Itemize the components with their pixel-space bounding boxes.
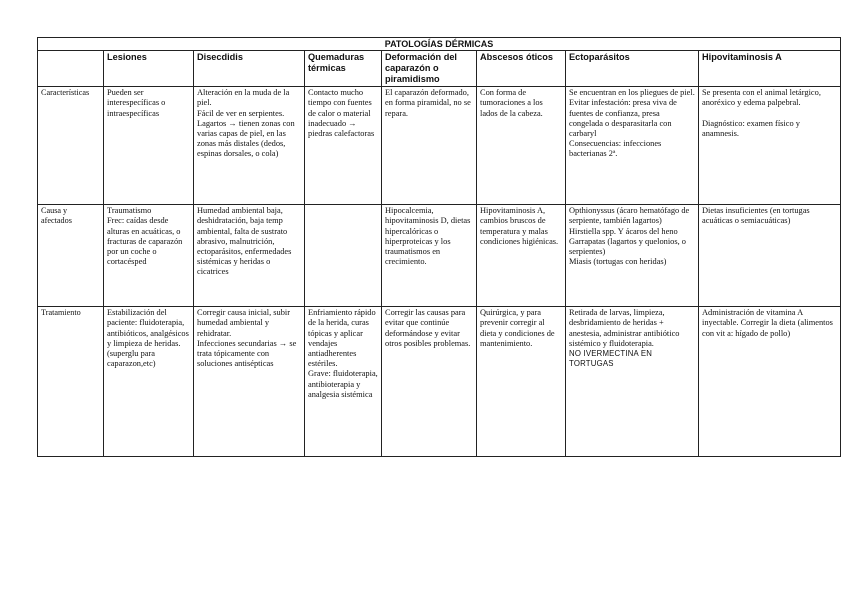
table-row-caracteristicas xyxy=(38,87,841,205)
table-cell xyxy=(194,205,305,307)
column-header: Disecdidis xyxy=(194,51,305,87)
table-cell xyxy=(477,87,566,205)
table-cell xyxy=(566,307,699,457)
table-cell xyxy=(477,205,566,307)
cell-text: Pueden ser interespecíficas o intraespecíficas xyxy=(107,88,166,118)
cell-text: Grave: fluidoterapia, antibioterapia y analgesia sistémica xyxy=(308,369,378,399)
cell-text xyxy=(308,206,378,216)
cell-text: Opthionyssus (ácaro hematófago de serpiente, también lagartos) xyxy=(569,206,690,226)
row-label: Tratamiento xyxy=(38,307,104,457)
cell-text: Hipovitaminosis A, cambios bruscos de temperatura y malas condiciones higiénicas. xyxy=(480,206,559,246)
cell-text: Corregir las causas para evitar que continúe deformándose y evitar otros posibles problemas. xyxy=(385,308,471,348)
cell-text: Hipocalcemia, hipovitaminosis D, dietas hipercalóricas o hiperproteicas y los traumatismos en crecimiento. xyxy=(385,206,471,267)
cell-text: Frec: caídas desde alturas en acuáticas, o fracturas de caparazón por un coche o cortacésped xyxy=(107,216,183,267)
column-header: Quemaduras térmicas xyxy=(305,51,382,87)
table-cell xyxy=(566,205,699,307)
cell-text: Enfriamiento rápido de la herida, curas tópicas y aplicar vendajes antiadherentes estériles. xyxy=(308,308,376,369)
table-cell xyxy=(566,87,699,205)
cell-text: Alteración en la muda de la piel. xyxy=(197,88,290,108)
table-cell xyxy=(305,205,382,307)
table-cell xyxy=(104,205,194,307)
table-cell xyxy=(104,307,194,457)
table-cell xyxy=(104,87,194,205)
table-row-tratamiento xyxy=(38,307,841,457)
table-title: PATOLOGÍAS DÉRMICAS xyxy=(38,38,841,51)
column-header: Deformación del caparazón o piramidismo xyxy=(382,51,477,87)
cell-text: Fácil de ver en serpientes. xyxy=(197,108,285,118)
cell-text: Dietas insuficientes (en tortugas acuáticas o semiacuáticas) xyxy=(702,206,810,226)
cell-text xyxy=(702,109,837,119)
table-cell xyxy=(382,307,477,457)
cell-text: Estabilización del paciente: fluidoterapia, antibióticos, analgésicos y limpieza de heridas. (superglu para caparazon,etc) xyxy=(107,308,189,369)
cell-text: Diagnóstico: examen físico y anamnesis. xyxy=(702,118,800,139)
cell-text: Humedad ambiental baja, deshidratación, baja temp ambiental, falta de sustrato abrasivo, malnutrición, ectoparásitos, enfermedades sistémicas y heridas o cicatrices xyxy=(197,206,292,277)
cell-text: Garrapatas (lagartos y quelonios, o serpientes) xyxy=(569,236,686,257)
cell-text: Traumatismo xyxy=(107,206,152,216)
cell-text: Infecciones secundarias → se trata tópicamente con soluciones antisépticas xyxy=(197,338,297,369)
column-header: Lesiones xyxy=(104,51,194,87)
table-cell xyxy=(382,205,477,307)
cell-text: El caparazón deformado, en forma piramidal, no se repara. xyxy=(385,88,471,118)
table-cell xyxy=(305,87,382,205)
table-cell xyxy=(194,87,305,205)
dermal-pathologies-table xyxy=(37,37,841,457)
column-header: Abscesos óticos xyxy=(477,51,566,87)
cell-text: Evitar infestación: presa viva de fuentes de confianza, presa congelada o desparasitarla con carbaryl xyxy=(569,98,677,139)
table-cell xyxy=(382,87,477,205)
title-row xyxy=(38,38,841,51)
table-cell xyxy=(477,307,566,457)
column-header: Hipovitaminosis A xyxy=(699,51,841,87)
cell-text: Lagartos → tienen zonas con varias capas de piel, en las zonas más distales (dedos, espinas dorsales, o cola) xyxy=(197,118,295,159)
cell-text: Miasis (tortugas con heridas) xyxy=(569,257,667,267)
row-label: Causa y afectados xyxy=(38,205,104,307)
cell-text: Se encuentran en los pliegues de piel. xyxy=(569,88,695,98)
header-cell-empty xyxy=(38,51,104,87)
cell-text: Consecuencias: infecciones bacterianas 2ª. xyxy=(569,139,662,159)
table-cell xyxy=(194,307,305,457)
table-cell xyxy=(699,307,841,457)
cell-text: Hirstiella spp. Y ácaros del heno xyxy=(569,226,678,236)
table-cell xyxy=(699,87,841,205)
cell-text: Quirúrgica, y para prevenir corregir al dieta y condiciones de mantenimiento. xyxy=(480,308,555,348)
table-cell xyxy=(699,205,841,307)
cell-text: Administración de vitamina A inyectable. Corregir la dieta (alimentos con vit a: hígado de pollo) xyxy=(702,308,833,338)
cell-text: Contacto mucho tiempo con fuentes de calor o material inadecuado → piedras calefactoras xyxy=(308,88,375,139)
cell-text: Retirada de larvas, limpieza, desbridamiento de heridas + anestesia, administrar antibiótico sistémico y fluidoterapia. xyxy=(569,308,680,348)
column-header: Ectoparásitos xyxy=(566,51,699,87)
table-cell xyxy=(305,307,382,457)
header-row xyxy=(38,51,841,87)
cell-text: Se presenta con el animal letárgico, anoréxico y edema palpebral. xyxy=(702,88,821,108)
row-label: Características xyxy=(38,87,104,205)
table-row-causa-afectados xyxy=(38,205,841,307)
cell-text: Corregir causa inicial, subir humedad ambiental y rehidratar. xyxy=(197,308,291,338)
cell-text: NO IVERMECTINA EN TORTUGAS xyxy=(569,349,653,369)
cell-text: Con forma de tumoraciones a los lados de la cabeza. xyxy=(480,88,543,118)
